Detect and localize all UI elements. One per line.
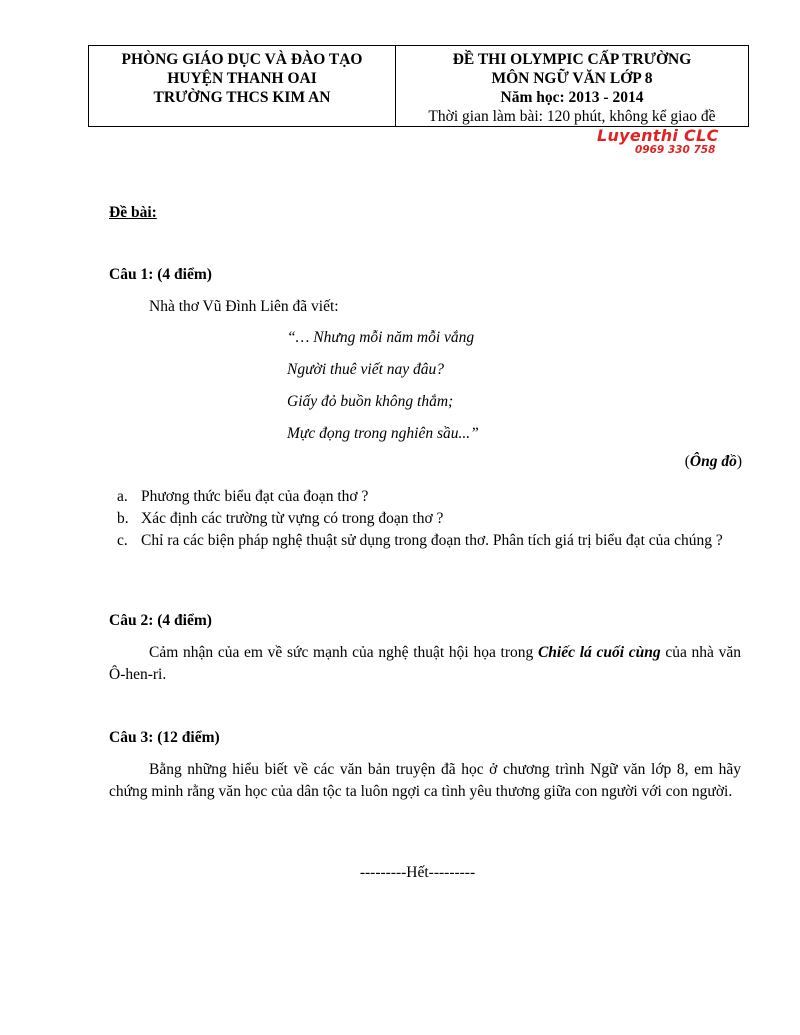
watermark-phone: 0969 330 758 [635, 144, 716, 156]
q3-heading: Câu 3: (12 điểm) [109, 729, 220, 746]
q1-intro: Nhà thơ Vũ Đình Liên đã viết: [149, 298, 339, 315]
q1-heading: Câu 1: (4 điểm) [109, 266, 212, 283]
time-note: Thời gian làm bài: 120 phút, không kể giao đề [428, 108, 716, 125]
q1-options [117, 486, 741, 552]
exam-subject: MÔN NGỮ VĂN LỚP 8 [491, 70, 653, 87]
list-item: c. Chỉ ra các biện pháp nghệ thuật sử dụng trong đoạn thơ. Phân tích giá trị biểu đạt của chúng ? [117, 532, 723, 549]
list-item: a. Phương thức biểu đạt của đoạn thơ ? [117, 488, 369, 505]
poem [287, 322, 479, 450]
q2-text: Cảm nhận của em về sức mạnh của nghệ thuật hội họa trong Chiếc lá cuối cùng của nhà văn Ô-hen-ri. [109, 644, 741, 683]
poem-line: Người thuê viết nay đâu? [287, 361, 445, 378]
poem-line: Mực đọng trong nghiên sầu...” [287, 425, 479, 442]
page-title: Đề bài: [109, 204, 157, 221]
department-name: PHÒNG GIÁO DỤC VÀ ĐÀO TẠO [121, 51, 363, 68]
exam-title: ĐỀ THI OLYMPIC CẤP TRƯỜNG [452, 51, 692, 68]
school-name: TRƯỜNG THCS KIM AN [153, 89, 331, 106]
end-marker: ---------Hết--------- [359, 864, 476, 881]
poem-source: (Ông đồ) [684, 453, 742, 470]
list-item: b. Xác định các trường từ vựng có trong đoạn thơ ? [117, 510, 444, 527]
poem-line: “… Nhưng mỗi năm mỗi vắng [287, 329, 475, 346]
watermark-logo [597, 127, 719, 156]
school-year: Năm học: 2013 - 2014 [500, 89, 644, 106]
watermark-name: Luyenthi CLC [597, 126, 719, 145]
exam-info [396, 46, 748, 126]
district-name: HUYỆN THANH OAI [167, 70, 317, 87]
poem-source-title: Ông đồ [689, 453, 737, 470]
q3-text: Bằng những hiểu biết về các văn bản truyện đã học ở chương trình Ngữ văn lớp 8, em hãy chứng minh rằng văn học của dân tộc ta luôn ngợi ca tình yêu thương giữa con người với con người. [109, 761, 741, 800]
header-table [88, 45, 749, 127]
q2-heading: Câu 2: (4 điểm) [109, 612, 212, 629]
poem-line: Giấy đỏ buồn không thắm; [287, 393, 454, 410]
work-title: Chiếc lá cuối cùng [537, 644, 661, 661]
school-info [89, 46, 396, 126]
